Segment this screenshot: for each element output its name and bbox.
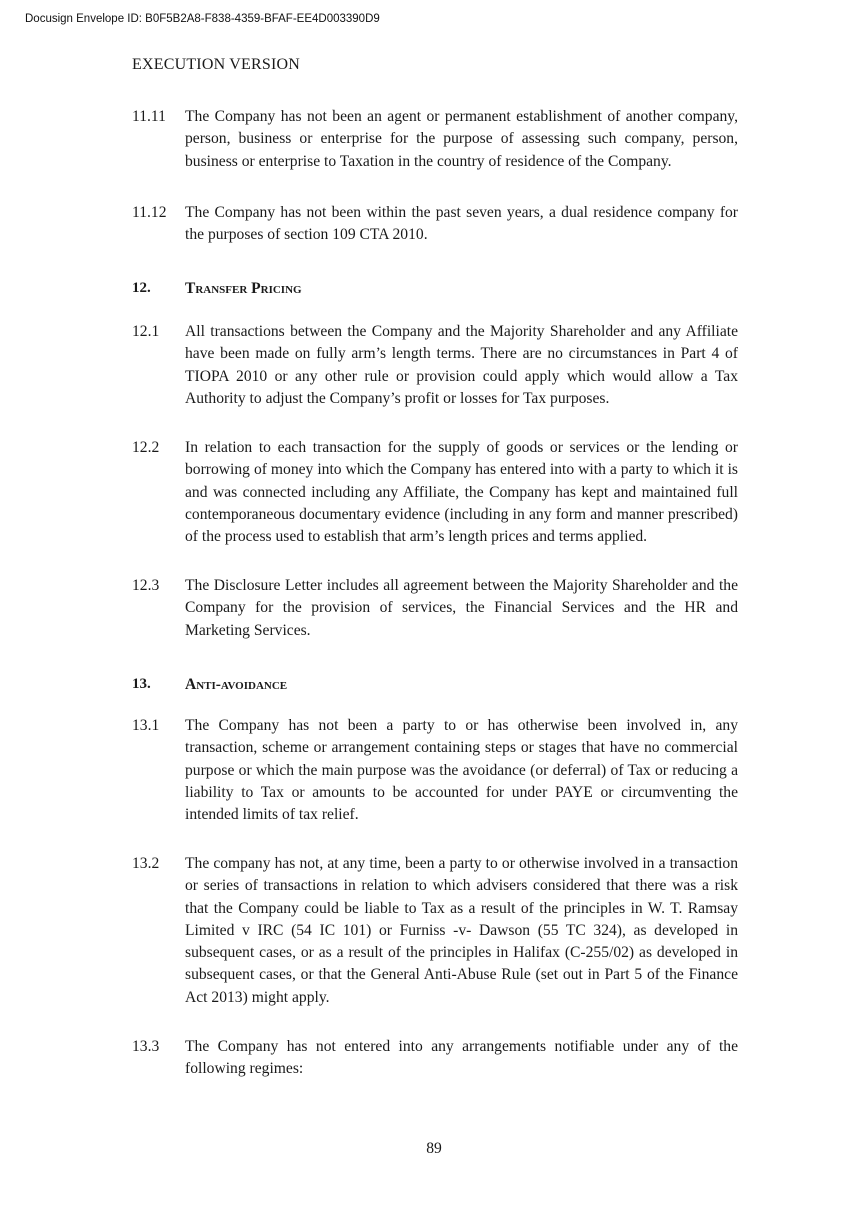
clause-11-12	[132, 202, 738, 247]
docusign-envelope-id: Docusign Envelope ID: B0F5B2A8-F838-4359-BFAF-EE4D003390D9	[25, 13, 380, 25]
clause-12-1	[132, 321, 738, 410]
clause-text: The company has not, at any time, been a party to or otherwise involved in a transaction or series of transactions in relation to which advisers considered that there was a risk that the Company could be liable to Tax as a result of the principles in W. T. Ramsay Limited v IRC (54 IC 101) or Furniss -v- Dawson (55 TC 324), as developed in subsequent cases, or as a result of the principles in Halifax (C-255/02) as developed in subsequent cases, or that the General Anti-Abuse Rule (set out in Part 5 of the Finance Act 2013) might apply.	[185, 855, 738, 1006]
clause-text: All transactions between the Company and the Majority Shareholder and any Affiliate have been made on fully arm’s length terms. There are no circumstances in Part 4 of TIOPA 2010 or any other rule or provision could apply which would allow a Tax Authority to adjust the Company’s profit or losses for Tax purposes.	[185, 323, 738, 407]
clause-text: The Company has not been an agent or permanent establishment of another company, person, business or enterprise for the purpose of assessing such company, person, business or enterprise to Taxation in the country of residence of the Company.	[185, 108, 738, 170]
section-title: Transfer Pricing	[185, 280, 302, 297]
clause-number: 12.2	[132, 439, 160, 456]
clause-number: 13.1	[132, 717, 160, 734]
clause-12-3	[132, 575, 738, 642]
clause-13-3	[132, 1036, 738, 1081]
clause-text: The Company has not been a party to or has otherwise been involved in, any transaction, scheme or arrangement containing steps or stages that have no commercial purpose or which the main purpose was the avoidance (or deferral) of Tax or reducing a liability to Tax or amounts to be accounted for under PAYE or circumventing the intended limits of tax relief.	[185, 717, 738, 824]
clause-12-2	[132, 437, 738, 548]
clause-text: In relation to each transaction for the supply of goods or services or the lending or borrowing of money into which the Company has entered into with a party to which it is and was connected including any Affiliate, the Company has kept and maintained full contemporaneous documentary evidence (including in any form and manner prescribed) of the process used to establish that arm’s length prices and terms applied.	[185, 439, 738, 546]
clause-text: The Company has not entered into any arrangements notifiable under any of the following regimes:	[185, 1038, 738, 1078]
clause-number: 12.1	[132, 323, 160, 340]
clause-number: 11.11	[132, 108, 166, 125]
section-number: 13.	[132, 676, 151, 692]
clause-13-2	[132, 853, 738, 1009]
clause-number: 13.3	[132, 1038, 160, 1055]
clause-number: 11.12	[132, 204, 167, 221]
page-number: 89	[426, 1140, 442, 1157]
clause-text: The Company has not been within the past seven years, a dual residence company for the purposes of section 109 CTA 2010.	[185, 204, 738, 244]
clause-text: The Disclosure Letter includes all agreement between the Majority Shareholder and the Company for the provision of services, the Financial Services and the HR and Marketing Services.	[185, 577, 738, 639]
section-number: 12.	[132, 280, 151, 296]
clause-13-1	[132, 715, 738, 826]
document-version-label: EXECUTION VERSION	[132, 56, 300, 73]
clause-11-11	[132, 106, 738, 173]
clause-number: 12.3	[132, 577, 160, 594]
clause-number: 13.2	[132, 855, 160, 872]
section-title: Anti-avoidance	[185, 676, 288, 693]
